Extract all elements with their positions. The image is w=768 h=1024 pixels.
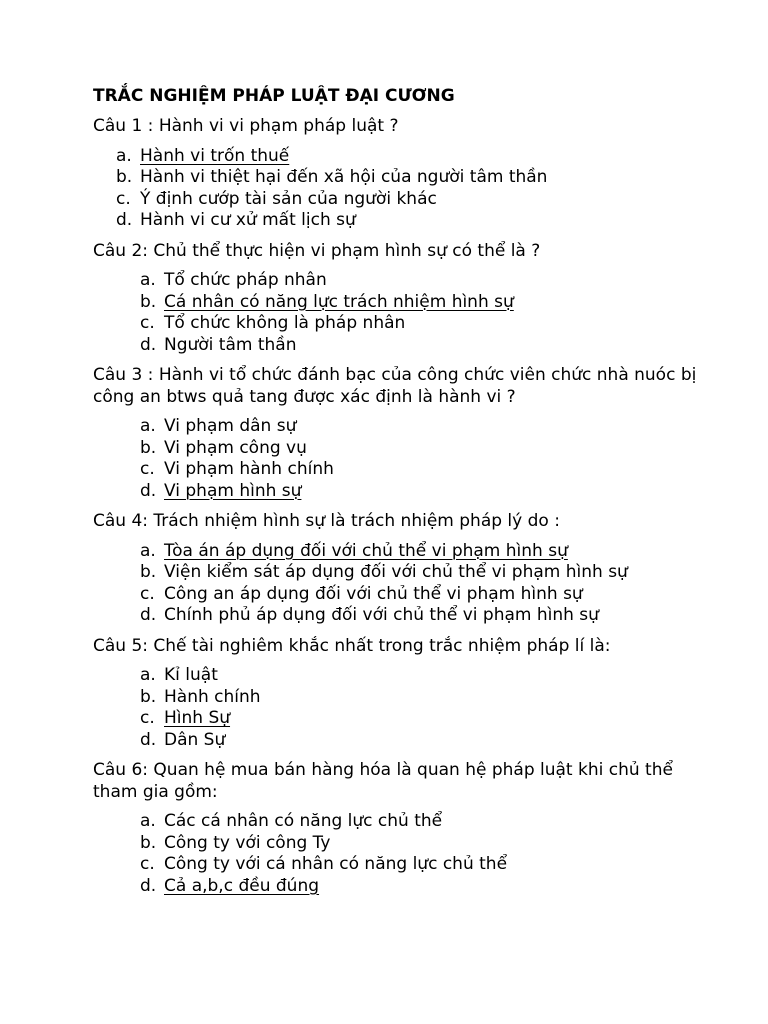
answer-option	[140, 335, 713, 357]
option-text: Kỉ luật	[164, 665, 218, 685]
question-text: Câu 2: Chủ thể thực hiện vi phạm hình sự có thể là ?	[93, 240, 541, 261]
option-letter: c.	[140, 708, 155, 728]
option-letter: b.	[140, 832, 157, 853]
answer-option	[140, 811, 713, 833]
option-letter: c.	[140, 313, 155, 333]
answer-list	[93, 541, 713, 627]
answer-option	[140, 605, 713, 627]
option-text: Tổ chức pháp nhân	[164, 270, 327, 290]
answer-option	[140, 459, 713, 481]
answer-option	[116, 167, 713, 189]
option-letter: d.	[140, 605, 157, 625]
answer-option	[140, 438, 713, 460]
answer-option	[140, 313, 713, 335]
question-text: Câu 1 : Hành vi vi phạm pháp luật ?	[93, 116, 399, 136]
answer-option	[116, 210, 713, 232]
option-text-correct: Cá nhân có năng lực trách nhiệm hình sự	[164, 291, 514, 312]
option-text: Vi phạm hành chính	[164, 459, 334, 479]
answer-list	[93, 665, 713, 751]
answer-option	[140, 854, 713, 876]
question-text: Câu 6: Quan hệ mua bán hàng hóa là quan hệ pháp luật khi chủ thể tham gia gồm:	[93, 760, 673, 802]
option-text: Viện kiểm sát áp dụng đối với chủ thể vi phạm hình sự	[164, 562, 628, 582]
option-letter: c.	[140, 854, 155, 874]
option-letter: b.	[116, 167, 133, 187]
option-text: Vi phạm dân sự	[164, 416, 297, 436]
question-2	[93, 241, 713, 357]
document-title: TRẮC NGHIỆM PHÁP LUẬT ĐẠI CƯƠNG	[93, 86, 455, 106]
option-text-correct: Vi phạm hình sự	[164, 480, 302, 501]
option-text: Công ty với cá nhân có năng lực chủ thể	[164, 854, 508, 874]
answer-option	[140, 730, 713, 752]
answer-option	[140, 687, 713, 709]
answer-option	[140, 541, 713, 563]
option-letter: d.	[140, 729, 157, 750]
question-text: Câu 4: Trách nhiệm hình sự là trách nhiệm pháp lý do :	[93, 511, 560, 531]
answer-option	[116, 189, 713, 211]
answer-option	[140, 833, 713, 855]
option-letter: c.	[140, 583, 155, 604]
option-letter: b.	[140, 437, 157, 458]
answer-option	[140, 292, 713, 314]
answer-option	[140, 270, 713, 292]
answer-list	[93, 416, 713, 502]
option-text: Hành vi thiệt hại đến xã hội của người tâm thần	[140, 167, 548, 187]
option-letter: b.	[140, 686, 157, 707]
option-text: Công an áp dụng đối với chủ thể vi phạm hình sự	[164, 583, 583, 604]
option-letter: d.	[140, 334, 157, 355]
option-text-correct: Tòa án áp dụng đối với chủ thể vi phạm hình sự	[164, 540, 568, 561]
option-letter: a.	[140, 416, 156, 436]
option-text: Chính phủ áp dụng đối với chủ thể vi phạm hình sự	[164, 605, 599, 625]
question-6	[93, 760, 713, 897]
question-5	[93, 636, 713, 752]
answer-option	[140, 584, 713, 606]
answer-list	[93, 146, 713, 232]
answer-option	[140, 708, 713, 730]
option-text-correct: Cả a,b,c đều đúng	[164, 875, 320, 896]
answer-list	[93, 811, 713, 897]
option-text: Ý định cướp tài sản của người khác	[140, 188, 437, 209]
option-text: Dân Sự	[164, 729, 226, 750]
answer-option	[140, 481, 713, 503]
option-letter: d.	[140, 480, 157, 501]
answer-option	[116, 146, 713, 168]
option-letter: a.	[116, 145, 132, 166]
option-text: Hành chính	[164, 686, 261, 707]
question-1	[93, 116, 713, 232]
option-text: Các cá nhân có năng lực chủ thể	[164, 811, 443, 831]
answer-option	[140, 416, 713, 438]
answer-option	[140, 876, 713, 898]
answer-option	[140, 562, 713, 584]
option-letter: a.	[140, 270, 156, 290]
answer-option	[140, 665, 713, 687]
question-text: Câu 5: Chế tài nghiêm khắc nhất trong trắc nhiệm pháp lí là:	[93, 635, 611, 656]
option-text-correct: Hành vi trốn thuế	[140, 145, 290, 166]
option-letter: a.	[140, 540, 156, 561]
option-letter: b.	[140, 291, 157, 312]
answer-list	[93, 270, 713, 356]
option-letter: a.	[140, 665, 156, 685]
option-letter: b.	[140, 562, 157, 582]
question-4	[93, 511, 713, 627]
option-letter: a.	[140, 811, 156, 831]
question-3	[93, 365, 713, 502]
option-letter: c.	[140, 459, 155, 479]
option-letter: c.	[116, 188, 131, 209]
option-text: Vi phạm công vụ	[164, 437, 307, 458]
option-letter: d.	[140, 875, 157, 896]
option-text: Tổ chức không là pháp nhân	[164, 313, 406, 333]
option-text: Hành vi cư xử mất lịch sự	[140, 210, 356, 230]
option-text-correct: Hình Sự	[164, 708, 231, 728]
option-text: Công ty với công Ty	[164, 832, 331, 853]
option-text: Người tâm thần	[164, 334, 297, 355]
document-page	[93, 84, 713, 906]
question-text: Câu 3 : Hành vi tổ chức đánh bạc của công chức viên chức nhà nuóc bị công an btws quả tang được xác định là hành vi ?	[93, 365, 697, 407]
option-letter: d.	[116, 210, 133, 230]
